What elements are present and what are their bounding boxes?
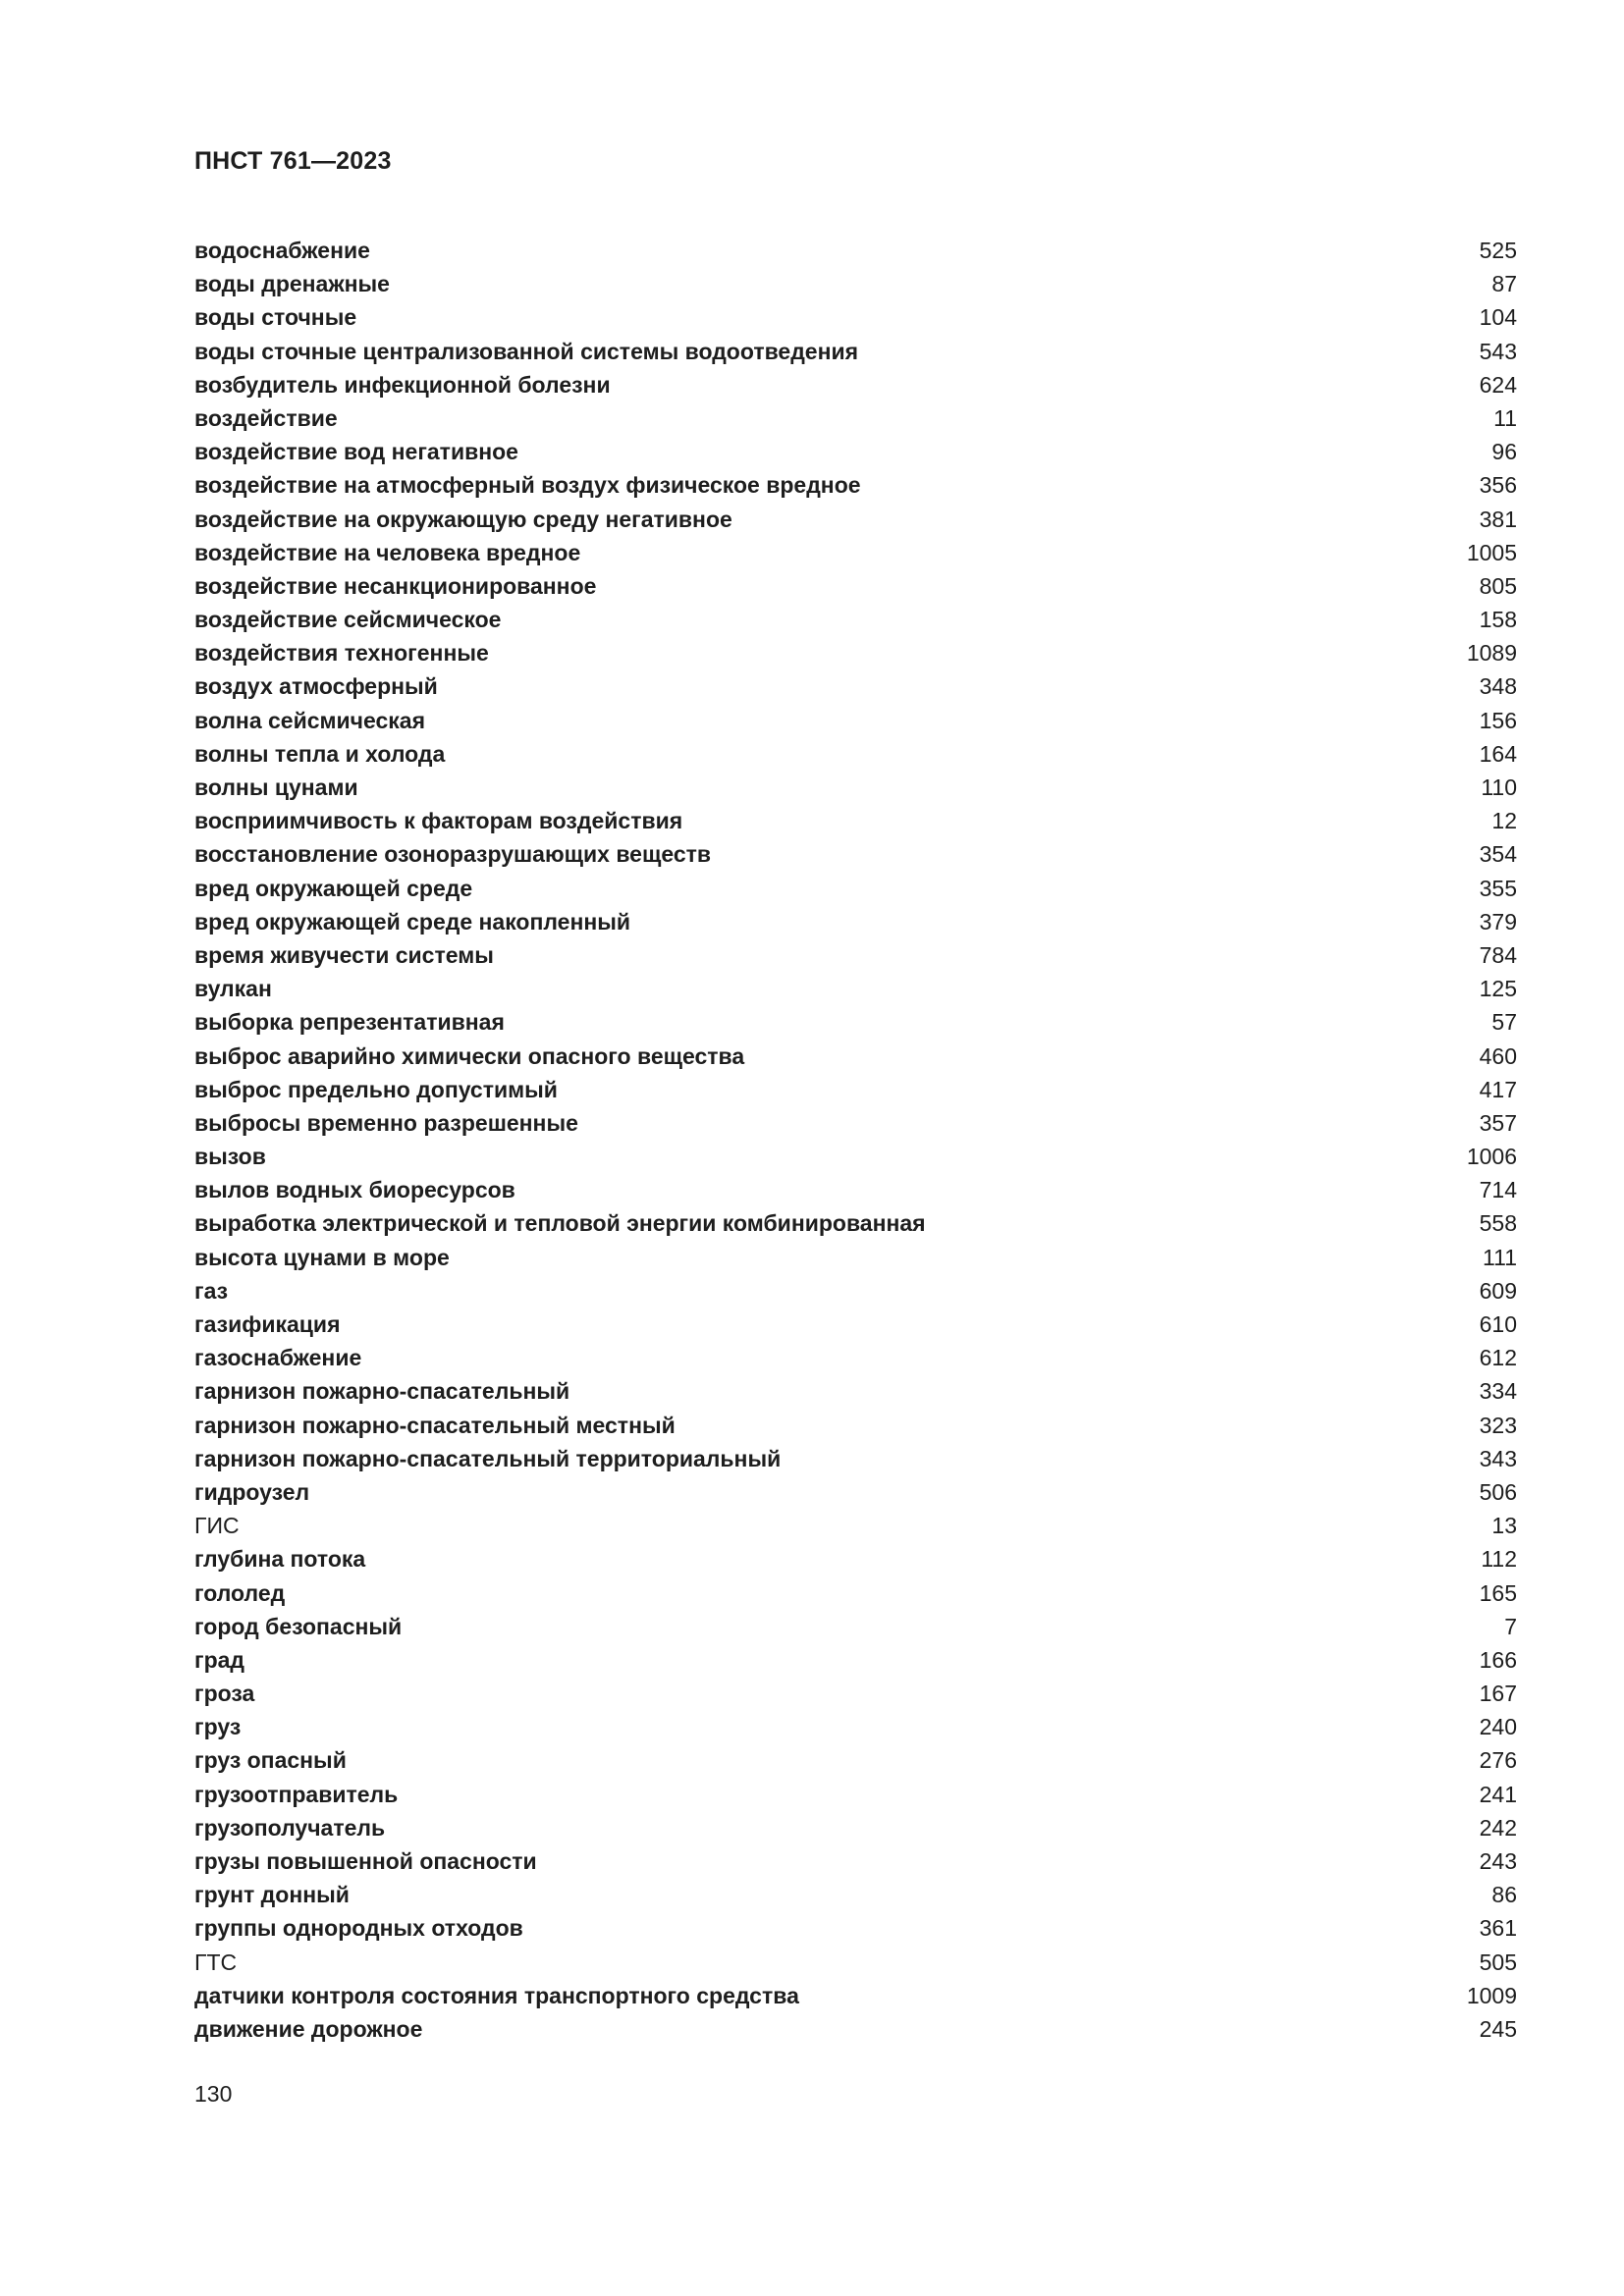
index-number: 245 — [1479, 2015, 1517, 2042]
index-term: выборка репрезентативная — [194, 1009, 505, 1036]
index-entry — [194, 905, 1517, 938]
index-term: гололед — [194, 1579, 286, 1606]
index-term: волны тепла и холода — [194, 740, 446, 767]
index-entry — [194, 335, 1517, 368]
index-number: 86 — [1491, 1882, 1517, 1908]
index-number: 334 — [1479, 1378, 1517, 1405]
index-entry — [194, 1274, 1517, 1308]
index-number: 12 — [1491, 808, 1517, 834]
index-entry — [194, 234, 1517, 267]
index-number: 361 — [1479, 1915, 1517, 1942]
index-term: гидроузел — [194, 1478, 310, 1505]
index-term: воздействие на человека вредное — [194, 539, 581, 565]
index-entry — [194, 468, 1517, 502]
index-entry — [194, 1677, 1517, 1710]
index-number: 543 — [1479, 338, 1517, 364]
index-number: 242 — [1479, 1814, 1517, 1841]
index-number: 11 — [1493, 404, 1517, 431]
index-entry — [194, 771, 1517, 804]
index-term: гроза — [194, 1681, 255, 1707]
index-term: вред окружающей среде — [194, 875, 473, 901]
index-term: газификация — [194, 1311, 341, 1337]
index-term: выбросы временно разрешенные — [194, 1109, 578, 1136]
index-entry — [194, 972, 1517, 1005]
index-number: 87 — [1491, 271, 1517, 297]
index-entry — [194, 603, 1517, 636]
index-entry — [194, 837, 1517, 871]
index-term: град — [194, 1646, 245, 1673]
index-number: 417 — [1479, 1076, 1517, 1102]
index-entry — [194, 1811, 1517, 1844]
index-term: выработка электрической и тепловой энергии комбинированная — [194, 1210, 926, 1237]
index-term: воздействия техногенные — [194, 640, 489, 667]
index-term: вулкан — [194, 976, 272, 1002]
index-number: 125 — [1479, 976, 1517, 1002]
index-term: движение дорожное — [194, 2015, 423, 2042]
index-number: 323 — [1479, 1412, 1517, 1438]
index-term: ГТС — [194, 1949, 238, 1975]
index-number: 57 — [1491, 1009, 1517, 1036]
index-number: 96 — [1491, 439, 1517, 465]
index-term: воздействие несанкционированное — [194, 572, 597, 599]
index-term: возбудитель инфекционной болезни — [194, 371, 611, 398]
index-term: ГИС — [194, 1513, 240, 1539]
index-number: 356 — [1479, 472, 1517, 499]
index-term: гарнизон пожарно-спасательный местный — [194, 1412, 676, 1438]
index-entry — [194, 1844, 1517, 1878]
index-number: 104 — [1479, 304, 1517, 331]
index-number: 714 — [1479, 1177, 1517, 1203]
index-number: 158 — [1479, 607, 1517, 633]
index-number: 111 — [1483, 1244, 1517, 1270]
index-entry — [194, 569, 1517, 603]
index-term: воздействие на окружающую среду негативное — [194, 506, 732, 532]
index-entry — [194, 1206, 1517, 1240]
index-entry — [194, 1308, 1517, 1341]
index-entry — [194, 1073, 1517, 1106]
index-number: 240 — [1479, 1714, 1517, 1740]
index-term: вызов — [194, 1144, 266, 1170]
index-term: волна сейсмическая — [194, 707, 426, 733]
index-entry — [194, 267, 1517, 300]
index-list — [194, 234, 1517, 2046]
index-term: волны цунами — [194, 774, 358, 800]
index-term: высота цунами в море — [194, 1244, 450, 1270]
index-term: воздействие на атмосферный воздух физическое вредное — [194, 472, 861, 499]
index-entry — [194, 1710, 1517, 1743]
index-term: газоснабжение — [194, 1345, 362, 1371]
index-number: 276 — [1479, 1747, 1517, 1774]
index-entry — [194, 1509, 1517, 1542]
index-entry — [194, 1576, 1517, 1610]
index-entry — [194, 1374, 1517, 1408]
index-term: воздействие сейсмическое — [194, 607, 502, 633]
index-entry — [194, 1040, 1517, 1073]
index-entry — [194, 503, 1517, 536]
index-entry — [194, 669, 1517, 703]
index-entry — [194, 1409, 1517, 1442]
index-term: груз — [194, 1714, 242, 1740]
index-number: 381 — [1479, 506, 1517, 532]
index-entry — [194, 1341, 1517, 1374]
index-term: воды сточные — [194, 304, 357, 331]
document-header: ПНСТ 761—2023 — [194, 147, 392, 175]
index-entry — [194, 536, 1517, 569]
index-number: 558 — [1479, 1210, 1517, 1237]
page-number: 130 — [194, 2081, 233, 2107]
index-number: 348 — [1479, 673, 1517, 700]
index-entry — [194, 1140, 1517, 1173]
index-number: 610 — [1479, 1311, 1517, 1337]
index-term: глубина потока — [194, 1546, 366, 1573]
index-term: гарнизон пожарно-спасательный — [194, 1378, 570, 1405]
index-entry — [194, 300, 1517, 334]
index-entry — [194, 804, 1517, 837]
index-number: 343 — [1479, 1445, 1517, 1471]
index-entry — [194, 737, 1517, 771]
index-term: грузы повышенной опасности — [194, 1848, 537, 1874]
index-number: 460 — [1479, 1042, 1517, 1069]
index-entry — [194, 938, 1517, 972]
index-term: водоснабжение — [194, 238, 370, 263]
index-entry — [194, 1743, 1517, 1777]
index-entry — [194, 1241, 1517, 1274]
index-number: 609 — [1479, 1277, 1517, 1304]
index-number: 165 — [1479, 1579, 1517, 1606]
index-number: 164 — [1479, 740, 1517, 767]
index-number: 612 — [1479, 1345, 1517, 1371]
index-number: 112 — [1481, 1546, 1517, 1573]
index-entry — [194, 1979, 1517, 2012]
index-term: воздействие вод негативное — [194, 439, 518, 465]
index-number: 13 — [1491, 1513, 1517, 1539]
index-term: выброс предельно допустимый — [194, 1076, 558, 1102]
index-number: 1089 — [1466, 640, 1517, 667]
index-number: 156 — [1479, 707, 1517, 733]
index-term: воздух атмосферный — [194, 673, 438, 700]
index-entry — [194, 872, 1517, 905]
index-number: 7 — [1504, 1613, 1517, 1639]
index-number: 1009 — [1466, 1982, 1517, 2008]
index-number: 506 — [1479, 1478, 1517, 1505]
index-number: 243 — [1479, 1848, 1517, 1874]
index-entry — [194, 1005, 1517, 1039]
index-entry — [194, 1610, 1517, 1643]
index-entry — [194, 1778, 1517, 1811]
index-entry — [194, 1475, 1517, 1509]
index-term: грузоотправитель — [194, 1781, 399, 1807]
index-entry — [194, 1442, 1517, 1475]
index-number: 166 — [1479, 1646, 1517, 1673]
index-entry — [194, 1946, 1517, 1979]
index-number: 241 — [1479, 1781, 1517, 1807]
index-term: воздействие — [194, 404, 338, 431]
index-term: город безопасный — [194, 1613, 403, 1639]
index-number: 357 — [1479, 1109, 1517, 1136]
index-term: воды сточные централизованной системы водоотведения — [194, 338, 859, 364]
index-term: восстановление озоноразрушающих веществ — [194, 841, 712, 868]
index-entry — [194, 401, 1517, 435]
index-number: 167 — [1479, 1681, 1517, 1707]
index-term: грузополучатель — [194, 1814, 386, 1841]
index-number: 379 — [1479, 908, 1517, 934]
index-term: выброс аварийно химически опасного вещества — [194, 1042, 745, 1069]
index-entry — [194, 1911, 1517, 1945]
index-term: вылов водных биоресурсов — [194, 1177, 515, 1203]
index-number: 354 — [1479, 841, 1517, 868]
index-number: 805 — [1479, 572, 1517, 599]
index-number: 505 — [1479, 1949, 1517, 1975]
index-number: 355 — [1479, 875, 1517, 901]
index-term: восприимчивость к факторам воздействия — [194, 808, 683, 834]
index-entry — [194, 704, 1517, 737]
index-number: 525 — [1479, 238, 1517, 263]
index-number: 784 — [1479, 941, 1517, 968]
index-number: 1006 — [1466, 1144, 1517, 1170]
index-entry — [194, 1173, 1517, 1206]
index-entry — [194, 435, 1517, 468]
index-entry — [194, 368, 1517, 401]
index-entry — [194, 1643, 1517, 1677]
index-term: воды дренажные — [194, 271, 390, 297]
index-term: вред окружающей среде накопленный — [194, 908, 631, 934]
index-term: грунт донный — [194, 1882, 350, 1908]
index-entry — [194, 636, 1517, 669]
index-term: группы однородных отходов — [194, 1915, 523, 1942]
index-entry — [194, 2012, 1517, 2046]
index-entry — [194, 1878, 1517, 1911]
index-term: груз опасный — [194, 1747, 347, 1774]
index-entry — [194, 1542, 1517, 1575]
index-number: 1005 — [1466, 539, 1517, 565]
index-entry — [194, 1106, 1517, 1140]
index-term: время живучести системы — [194, 941, 494, 968]
index-number: 624 — [1479, 371, 1517, 398]
index-term: датчики контроля состояния транспортного средства — [194, 1982, 799, 2008]
index-term: гарнизон пожарно-спасательный территориальный — [194, 1445, 782, 1471]
index-term: газ — [194, 1277, 229, 1304]
index-number: 110 — [1481, 774, 1517, 800]
